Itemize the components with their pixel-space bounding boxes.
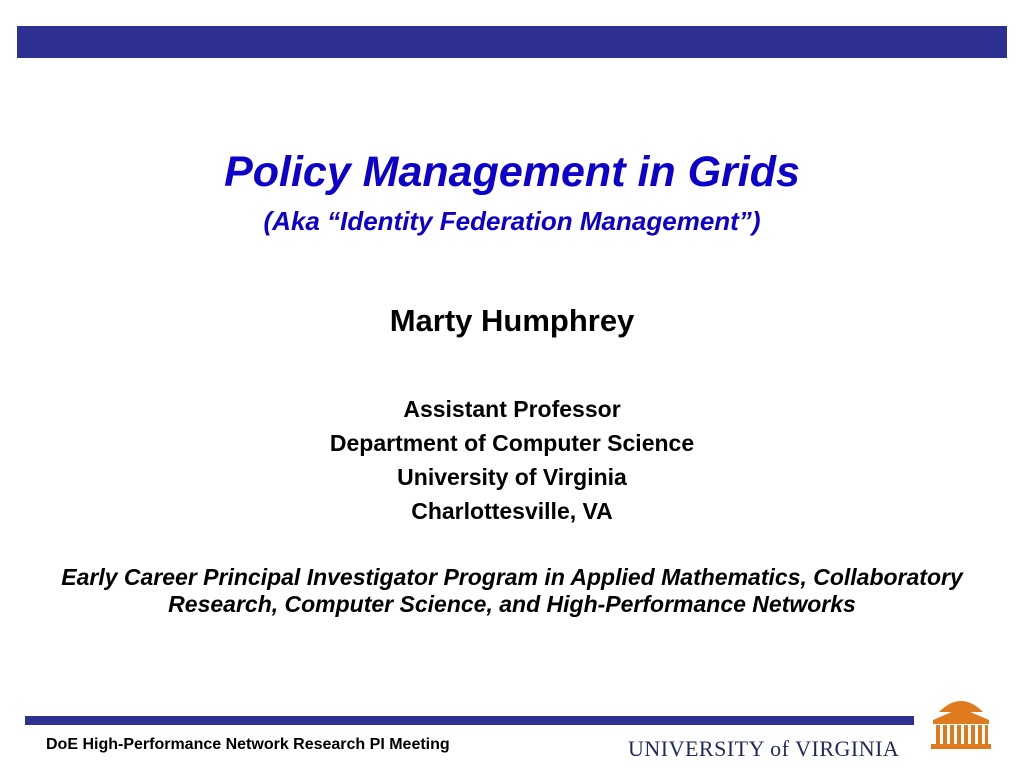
slide-title: Policy Management in Grids bbox=[224, 148, 800, 196]
affiliation-university: University of Virginia bbox=[397, 464, 627, 490]
university-wordmark: UNIVERSITY of VIRGINIA bbox=[628, 736, 900, 761]
affiliation-block bbox=[0, 392, 1024, 528]
affiliation-position: Assistant Professor bbox=[403, 396, 621, 422]
affiliation-location: Charlottesville, VA bbox=[411, 498, 613, 524]
affiliation-department: Department of Computer Science bbox=[329, 430, 695, 456]
slide-subtitle: (Aka “Identity Federation Management”) bbox=[263, 206, 761, 236]
top-accent-bar bbox=[17, 26, 1007, 58]
author-name: Marty Humphrey bbox=[389, 303, 635, 338]
rotunda-logo-icon bbox=[927, 690, 995, 752]
bottom-accent-bar bbox=[25, 716, 914, 725]
footer-event-label: DoE High-Performance Network Research PI Meeting bbox=[46, 736, 450, 753]
program-description: Early Career Principal Investigator Program in Applied Mathematics, Collaboratory Research, Computer Science, and High-Performance Networks bbox=[61, 564, 963, 617]
